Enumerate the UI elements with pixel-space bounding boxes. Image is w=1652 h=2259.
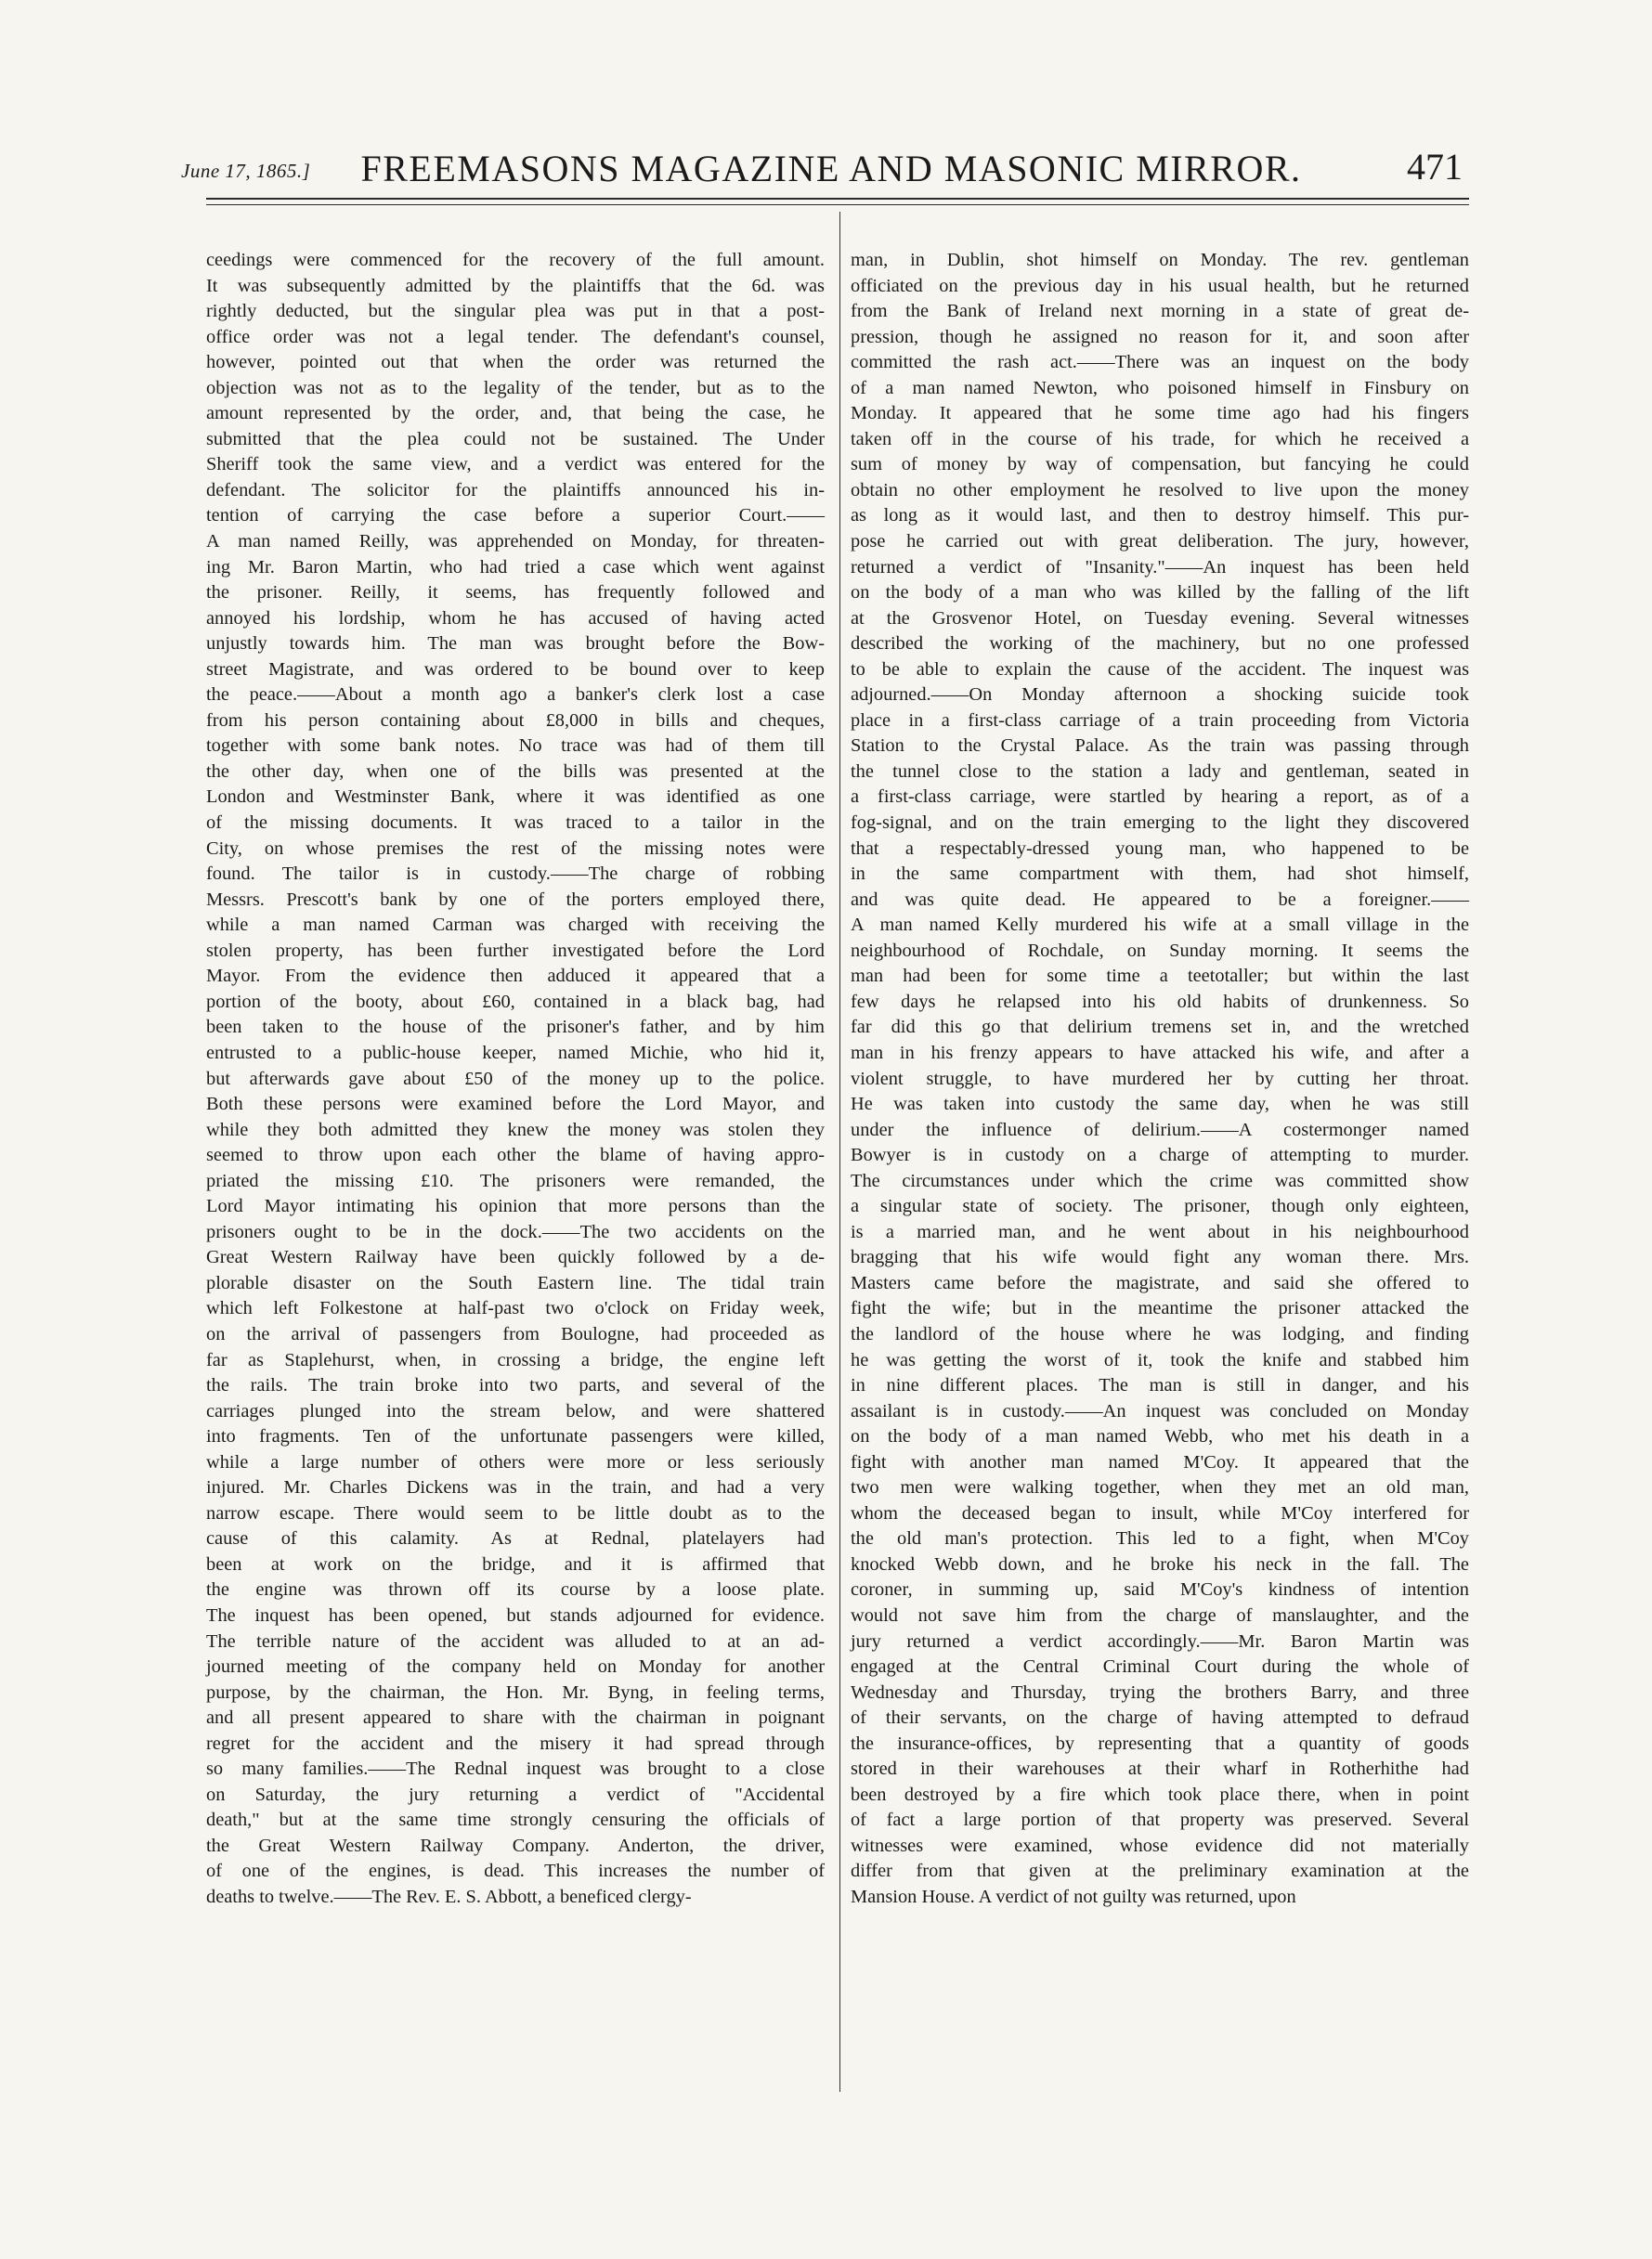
text-line: Mayor. From the evidence then adduced it appeared that a xyxy=(206,966,825,987)
text-line: adjourned.——On Monday afternoon a shocking suicide took xyxy=(851,684,1469,706)
text-line: City, on whose premises the rest of the missing notes were xyxy=(206,837,825,859)
text-line: a first-class carriage, were startled by hearing a report, as of a xyxy=(851,786,1469,808)
text-line: while they both admitted they knew the money was stolen they xyxy=(206,1119,825,1140)
text-line: Sheriff took the same view, and a verdict was entered for the xyxy=(206,454,825,475)
text-line: into fragments. Ten of the unfortunate passengers were killed, xyxy=(206,1426,825,1448)
text-line: as long as it would last, and then to destroy himself. This pur- xyxy=(851,505,1469,526)
text-line: tention of carrying the case before a superior Court.—— xyxy=(206,505,825,526)
text-line: Masters came before the magistrate, and said she offered to xyxy=(851,1272,1469,1293)
text-line: sum of money by way of compensation, but fancying he could xyxy=(851,454,1469,475)
text-line: jury returned a verdict accordingly.——Mr. Baron Martin was xyxy=(851,1630,1469,1652)
text-line: of fact a large portion of that property was preserved. Several xyxy=(851,1810,1469,1831)
text-line: the landlord of the house where he was lodging, and finding xyxy=(851,1323,1469,1344)
text-line: under the influence of delirium.——A costermonger named xyxy=(851,1119,1469,1140)
text-line: annoyed his lordship, whom he has accused of having acted xyxy=(206,607,825,629)
text-line: the insurance-offices, by representing that a quantity of goods xyxy=(851,1733,1469,1754)
text-line: Bowyer is in custody on a charge of attempting to murder. xyxy=(851,1145,1469,1166)
text-line: Mansion House. A verdict of not guilty was returned, upon xyxy=(851,1887,1296,1907)
text-line: Wednesday and Thursday, trying the brothers Barry, and three xyxy=(851,1681,1469,1703)
text-line: while a man named Carman was charged with receiving the xyxy=(206,915,825,936)
text-line: rightly deducted, but the singular plea was put in that a post- xyxy=(206,301,825,322)
text-line: been taken to the house of the prisoner's father, and by him xyxy=(206,1017,825,1038)
text-line: two men were walking together, when they met an old man, xyxy=(851,1477,1469,1499)
text-line: a singular state of society. The prisoner, though only eighteen, xyxy=(851,1196,1469,1217)
text-line: found. The tailor is in custody.——The charge of robbing xyxy=(206,863,825,885)
text-line: while a large number of others were more or less seriously xyxy=(206,1451,825,1473)
text-line: to be able to explain the cause of the accident. The inquest was xyxy=(851,658,1469,680)
text-line: objection was not as to the legality of the tender, but as to the xyxy=(206,377,825,398)
text-line: the Great Western Railway Company. Anderton, the driver, xyxy=(206,1835,825,1856)
text-line: coroner, in summing up, said M'Coy's kindness of intention xyxy=(851,1579,1469,1601)
text-line: witnesses were examined, whose evidence did not materially xyxy=(851,1835,1469,1856)
text-line: he was getting the worst of it, took the knife and stabbed him xyxy=(851,1349,1469,1370)
text-line: man had been for some time a teetotaller; but within the last xyxy=(851,966,1469,987)
text-line: violent struggle, to have murdered her by cutting her throat. xyxy=(851,1068,1469,1089)
text-line: so many families.——The Rednal inquest was brought to a close xyxy=(206,1759,825,1780)
text-line: on the body of a man who was killed by the falling of the lift xyxy=(851,582,1469,604)
column-divider xyxy=(839,212,840,2092)
text-line: in the same compartment with them, had shot himself, xyxy=(851,863,1469,885)
text-line: defendant. The solicitor for the plaintiffs announced his in- xyxy=(206,479,825,500)
page-number: 471 xyxy=(1407,146,1463,188)
text-line: committed the rash act.——There was an inquest on the body xyxy=(851,352,1469,373)
text-line: far did this go that delirium tremens set in, and the wretched xyxy=(851,1017,1469,1038)
text-line: man in his frenzy appears to have attacked his wife, and after a xyxy=(851,1042,1469,1063)
header-date: June 17, 1865.] xyxy=(181,160,311,182)
text-line: prisoners ought to be in the dock.——The two accidents on the xyxy=(206,1221,825,1242)
text-line: stored in their warehouses at their wharf in Rotherhithe had xyxy=(851,1759,1469,1780)
text-line: from the Bank of Ireland next morning in a state of great de- xyxy=(851,301,1469,322)
text-line: Monday. It appeared that he some time ago had his fingers xyxy=(851,403,1469,424)
text-line: of one of the engines, is dead. This increases the number of xyxy=(206,1861,825,1882)
text-line: Great Western Railway have been quickly followed by a de- xyxy=(206,1247,825,1268)
text-line: London and Westminster Bank, where it was identified as one xyxy=(206,786,825,808)
text-line: Station to the Crystal Palace. As the train was passing through xyxy=(851,735,1469,757)
text-line: fight the wife; but in the meantime the prisoner attacked the xyxy=(851,1298,1469,1319)
text-line: neighbourhood of Rochdale, on Sunday morning. It seems the xyxy=(851,940,1469,961)
text-line: Messrs. Prescott's bank by one of the porters employed there, xyxy=(206,889,825,910)
text-line: and was quite dead. He appeared to be a foreigner.—— xyxy=(851,889,1469,910)
text-line: at the Grosvenor Hotel, on Tuesday evening. Several witnesses xyxy=(851,607,1469,629)
text-line: seemed to throw upon each other the blame of having appro- xyxy=(206,1145,825,1166)
text-line: officiated on the previous day in his usual health, but he returned xyxy=(851,275,1469,296)
text-line: knocked Webb down, and he broke his neck in the fall. The xyxy=(851,1553,1469,1575)
text-line: however, pointed out that when the order was returned the xyxy=(206,352,825,373)
text-line: death," but at the same time strongly censuring the officials of xyxy=(206,1810,825,1831)
text-line: taken off in the course of his trade, for which he received a xyxy=(851,428,1469,449)
text-line: bragging that his wife would fight any woman there. Mrs. xyxy=(851,1247,1469,1268)
text-line: which left Folkestone at half-past two o'clock on Friday week, xyxy=(206,1298,825,1319)
text-line: the old man's protection. This led to a fight, when M'Coy xyxy=(851,1528,1469,1550)
text-line: carriages plunged into the stream below, and were shattered xyxy=(206,1400,825,1422)
text-line: the rails. The train broke into two parts, and several of the xyxy=(206,1375,825,1396)
text-line: of a man named Newton, who poisoned himself in Finsbury on xyxy=(851,377,1469,398)
text-line: been at work on the bridge, and it is affirmed that xyxy=(206,1553,825,1575)
text-line: fog-signal, and on the train emerging to the light they discovered xyxy=(851,812,1469,834)
text-line: far as Staplehurst, when, in crossing a bridge, the engine left xyxy=(206,1349,825,1370)
text-line: cause of this calamity. As at Rednal, platelayers had xyxy=(206,1528,825,1550)
publication-title: FREEMASONS MAGAZINE AND MASONIC MIRROR. xyxy=(360,148,1302,189)
text-line: on the arrival of passengers from Boulogne, had proceeded as xyxy=(206,1323,825,1344)
text-line: ing Mr. Baron Martin, who had tried a case which went against xyxy=(206,556,825,578)
text-line: A man named Kelly murdered his wife at a small village in the xyxy=(851,915,1469,936)
text-line: The circumstances under which the crime was committed show xyxy=(851,1170,1469,1191)
text-line: The terrible nature of the accident was alluded to at an ad- xyxy=(206,1630,825,1652)
text-line: obtain no other employment he resolved to live upon the money xyxy=(851,479,1469,500)
text-line: submitted that the plea could not be sustained. The Under xyxy=(206,428,825,449)
text-line: the other day, when one of the bills was presented at the xyxy=(206,760,825,782)
text-line: would not save him from the charge of manslaughter, and the xyxy=(851,1604,1469,1626)
text-line: from his person containing about £8,000 in bills and cheques, xyxy=(206,709,825,731)
text-line: whom the deceased began to insult, while M'Coy interfered for xyxy=(851,1502,1469,1524)
text-line: but afterwards gave about £50 of the money up to the police. xyxy=(206,1068,825,1089)
text-line: deaths to twelve.——The Rev. E. S. Abbott, a beneficed clergy- xyxy=(206,1887,692,1907)
text-line: priated the missing £10. The prisoners were remanded, the xyxy=(206,1170,825,1191)
left-column xyxy=(206,248,825,1911)
text-line: street Magistrate, and was ordered to be bound over to keep xyxy=(206,658,825,680)
text-line: amount represented by the order, and, that being the case, he xyxy=(206,403,825,424)
text-line: together with some bank notes. No trace was had of them till xyxy=(206,735,825,757)
text-line: in nine different places. The man is still in danger, and his xyxy=(851,1375,1469,1396)
text-line: returned a verdict of "Insanity."——An inquest has been held xyxy=(851,556,1469,578)
text-line: man, in Dublin, shot himself on Monday. The rev. gentleman xyxy=(851,250,1469,270)
header-rule-thick xyxy=(206,198,1469,200)
text-line: unjustly towards him. The man was brought before the Bow- xyxy=(206,633,825,655)
text-line: pose he carried out with great deliberation. The jury, however, xyxy=(851,531,1469,552)
page-header xyxy=(181,119,1463,189)
text-line: assailant is in custody.——An inquest was concluded on Monday xyxy=(851,1400,1469,1422)
text-line: been destroyed by a fire which took place there, when in point xyxy=(851,1784,1469,1805)
text-line: A man named Reilly, was apprehended on Monday, for threaten- xyxy=(206,531,825,552)
text-line: regret for the accident and the misery it had spread through xyxy=(206,1733,825,1754)
text-line: of their servants, on the charge of having attempted to defraud xyxy=(851,1707,1469,1729)
header-rule-thin xyxy=(206,204,1469,205)
text-line: narrow escape. There would seem to be little doubt as to the xyxy=(206,1502,825,1524)
text-line: the engine was thrown off its course by a loose plate. xyxy=(206,1579,825,1601)
text-line: the tunnel close to the station a lady and gentleman, seated in xyxy=(851,760,1469,782)
text-line: fight with another man named M'Coy. It appeared that the xyxy=(851,1451,1469,1473)
text-line: He was taken into custody the same day, when he was still xyxy=(851,1094,1469,1115)
text-line: that a respectably-dressed young man, who happened to be xyxy=(851,837,1469,859)
text-line: Lord Mayor intimating his opinion that more persons than the xyxy=(206,1196,825,1217)
text-line: and all present appeared to share with the chairman in poignant xyxy=(206,1707,825,1729)
text-line: the prisoner. Reilly, it seems, has frequently followed and xyxy=(206,582,825,604)
text-line: few days he relapsed into his old habits of drunkenness. So xyxy=(851,991,1469,1012)
text-line: differ from that given at the preliminary examination at the xyxy=(851,1861,1469,1882)
text-line: plorable disaster on the South Eastern line. The tidal train xyxy=(206,1272,825,1293)
text-line: on the body of a man named Webb, who met his death in a xyxy=(851,1426,1469,1448)
right-column xyxy=(851,248,1469,1911)
text-line: ceedings were commenced for the recovery of the full amount. xyxy=(206,250,825,270)
text-line: injured. Mr. Charles Dickens was in the train, and had a very xyxy=(206,1477,825,1499)
text-line: stolen property, has been further investigated before the Lord xyxy=(206,940,825,961)
text-line: office order was not a legal tender. The defendant's counsel, xyxy=(206,326,825,347)
text-line: purpose, by the chairman, the Hon. Mr. Byng, in feeling terms, xyxy=(206,1681,825,1703)
text-line: described the working of the machinery, but no one professed xyxy=(851,633,1469,655)
text-line: is a married man, and he went about in his neighbourhood xyxy=(851,1221,1469,1242)
text-line: entrusted to a public-house keeper, named Michie, who hid it, xyxy=(206,1042,825,1063)
text-line: portion of the booty, about £60, contained in a black bag, had xyxy=(206,991,825,1012)
text-line: journed meeting of the company held on Monday for another xyxy=(206,1656,825,1678)
text-line: It was subsequently admitted by the plaintiffs that the 6d. was xyxy=(206,275,825,296)
text-line: engaged at the Central Criminal Court during the whole of xyxy=(851,1656,1469,1678)
text-line: place in a first-class carriage of a train proceeding from Victoria xyxy=(851,709,1469,731)
text-line: of the missing documents. It was traced to a tailor in the xyxy=(206,812,825,834)
text-line: on Saturday, the jury returning a verdict of "Accidental xyxy=(206,1784,825,1805)
text-line: The inquest has been opened, but stands adjourned for evidence. xyxy=(206,1604,825,1626)
text-line: pression, though he assigned no reason for it, and soon after xyxy=(851,326,1469,347)
text-line: the peace.——About a month ago a banker's clerk lost a case xyxy=(206,684,825,706)
text-line: Both these persons were examined before the Lord Mayor, and xyxy=(206,1094,825,1115)
